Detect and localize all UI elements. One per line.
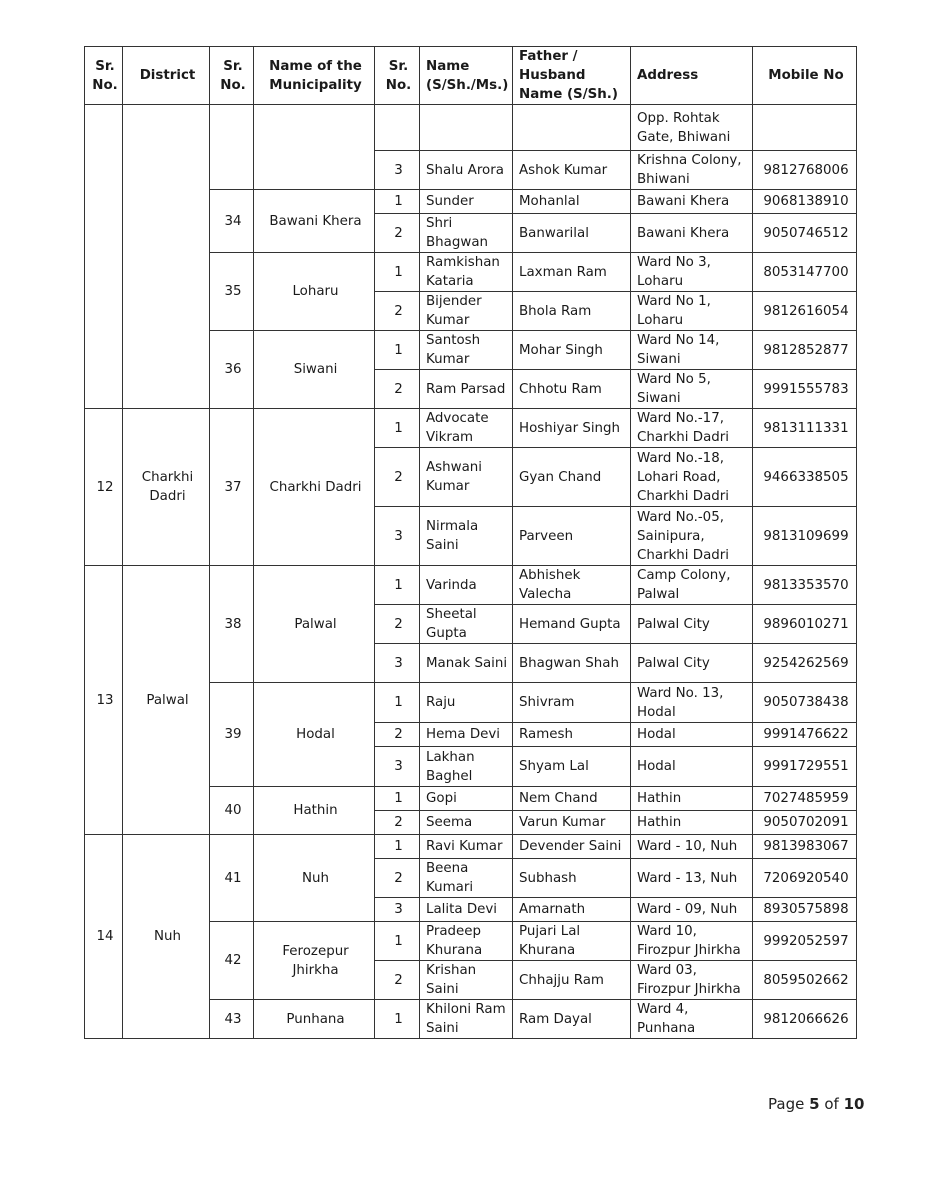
father-husband-name: Amarnath: [513, 898, 631, 922]
member-name: Shalu Arora: [420, 151, 513, 190]
member-name: Pradeep Khurana: [420, 922, 513, 961]
father-husband-name: Devender Saini: [513, 835, 631, 859]
table-row: [85, 835, 857, 859]
nominee-table: [84, 46, 857, 1039]
father-husband-name: Shyam Lal: [513, 747, 631, 787]
member-name: Sheetal Gupta: [420, 605, 513, 644]
municipality-name: Loharu: [254, 253, 375, 331]
mobile-no: 9254262569: [753, 644, 857, 683]
member-sr-no: 3: [375, 151, 420, 190]
member-name: Shri Bhagwan: [420, 214, 513, 253]
father-husband-name: Chhajju Ram: [513, 961, 631, 1000]
mobile-no: 7027485959: [753, 787, 857, 811]
address: Ward No 5, Siwani: [631, 370, 753, 409]
district-sr-no: 14: [85, 835, 123, 1039]
member-name: Raju: [420, 683, 513, 723]
municipality-name: Charkhi Dadri: [254, 409, 375, 566]
member-name: Gopi: [420, 787, 513, 811]
member-sr-no: 2: [375, 214, 420, 253]
mobile-no: 9813109699: [753, 507, 857, 566]
mobile-no: 9068138910: [753, 190, 857, 214]
municipality-sr-no: 38: [210, 566, 254, 683]
municipality-sr-no: [210, 105, 254, 190]
mobile-no: 9991476622: [753, 723, 857, 747]
page-total: 10: [843, 1095, 865, 1113]
municipality-sr-no: 37: [210, 409, 254, 566]
district-sr-no: 12: [85, 409, 123, 566]
table-body: [85, 105, 857, 1039]
district-name: [123, 105, 210, 409]
father-husband-name: Mohar Singh: [513, 331, 631, 370]
member-sr-no: 2: [375, 605, 420, 644]
member-sr-no: 2: [375, 859, 420, 898]
municipality-sr-no: 35: [210, 253, 254, 331]
member-name: Seema: [420, 811, 513, 835]
father-husband-name: Varun Kumar: [513, 811, 631, 835]
mobile-no: 9896010271: [753, 605, 857, 644]
member-name: Lakhan Baghel: [420, 747, 513, 787]
member-sr-no: 1: [375, 409, 420, 448]
municipality-sr-no: 34: [210, 190, 254, 253]
mobile-no: 9050738438: [753, 683, 857, 723]
member-sr-no: [375, 105, 420, 151]
address: Bawani Khera: [631, 190, 753, 214]
municipality-sr-no: 42: [210, 922, 254, 1000]
address: Ward No 14, Siwani: [631, 331, 753, 370]
member-sr-no: 2: [375, 723, 420, 747]
mobile-no: 9812852877: [753, 331, 857, 370]
member-sr-no: 3: [375, 507, 420, 566]
member-name: Manak Saini: [420, 644, 513, 683]
mobile-no: 9991555783: [753, 370, 857, 409]
member-sr-no: 3: [375, 747, 420, 787]
mobile-no: 9813353570: [753, 566, 857, 605]
mobile-no: 9812768006: [753, 151, 857, 190]
address: Ward - 10, Nuh: [631, 835, 753, 859]
father-husband-name: Ram Dayal: [513, 1000, 631, 1039]
mobile-no: 7206920540: [753, 859, 857, 898]
address: Ward No. 13, Hodal: [631, 683, 753, 723]
father-husband-name: Mohanlal: [513, 190, 631, 214]
mobile-no: 9050702091: [753, 811, 857, 835]
member-name: Ravi Kumar: [420, 835, 513, 859]
municipality-name: Bawani Khera: [254, 190, 375, 253]
mobile-no: 8053147700: [753, 253, 857, 292]
municipality-name: Punhana: [254, 1000, 375, 1039]
municipality-name: Nuh: [254, 835, 375, 922]
municipality-sr-no: 40: [210, 787, 254, 835]
municipality-name: Ferozepur Jhirkha: [254, 922, 375, 1000]
col-header-mobile: Mobile No: [753, 47, 857, 105]
member-name: Bijender Kumar: [420, 292, 513, 331]
mobile-no: 9813111331: [753, 409, 857, 448]
district-name: Charkhi Dadri: [123, 409, 210, 566]
address: Ward No 1, Loharu: [631, 292, 753, 331]
address: Hodal: [631, 747, 753, 787]
address: Opp. Rohtak Gate, Bhiwani: [631, 105, 753, 151]
father-husband-name: Chhotu Ram: [513, 370, 631, 409]
member-name: Ram Parsad: [420, 370, 513, 409]
father-husband-name: Gyan Chand: [513, 448, 631, 507]
municipality-sr-no: 41: [210, 835, 254, 922]
district-name: Nuh: [123, 835, 210, 1039]
member-sr-no: 1: [375, 1000, 420, 1039]
col-header-name: Name (S/Sh./Ms.): [420, 47, 513, 105]
address: Ward No 3, Loharu: [631, 253, 753, 292]
father-husband-name: Hoshiyar Singh: [513, 409, 631, 448]
member-name: Ashwani Kumar: [420, 448, 513, 507]
address: Hodal: [631, 723, 753, 747]
municipality-sr-no: 39: [210, 683, 254, 787]
mobile-no: 8930575898: [753, 898, 857, 922]
father-husband-name: Hemand Gupta: [513, 605, 631, 644]
father-husband-name: Laxman Ram: [513, 253, 631, 292]
mobile-no: 9466338505: [753, 448, 857, 507]
member-name: Sunder: [420, 190, 513, 214]
member-sr-no: 1: [375, 331, 420, 370]
member-sr-no: 1: [375, 190, 420, 214]
member-name: Santosh Kumar: [420, 331, 513, 370]
mobile-no: 9991729551: [753, 747, 857, 787]
address: Palwal City: [631, 644, 753, 683]
father-husband-name: Abhishek Valecha: [513, 566, 631, 605]
municipality-name: [254, 105, 375, 190]
municipality-name: Hathin: [254, 787, 375, 835]
address: Bawani Khera: [631, 214, 753, 253]
member-name: [420, 105, 513, 151]
father-husband-name: Pujari Lal Khurana: [513, 922, 631, 961]
member-sr-no: 1: [375, 922, 420, 961]
mobile-no: 9812066626: [753, 1000, 857, 1039]
mobile-no: [753, 105, 857, 151]
father-husband-name: Ashok Kumar: [513, 151, 631, 190]
address: Ward No.-05, Sainipura, Charkhi Dadri: [631, 507, 753, 566]
page-prefix: Page: [768, 1095, 805, 1113]
member-sr-no: 2: [375, 448, 420, 507]
header-row: [85, 47, 857, 105]
address: Hathin: [631, 811, 753, 835]
col-header-sr-no-2: Sr. No.: [210, 47, 254, 105]
address: Krishna Colony, Bhiwani: [631, 151, 753, 190]
municipality-sr-no: 36: [210, 331, 254, 409]
member-name: Nirmala Saini: [420, 507, 513, 566]
page-current: 5: [809, 1095, 820, 1113]
col-header-address: Address: [631, 47, 753, 105]
father-husband-name: Ramesh: [513, 723, 631, 747]
municipality-name: Siwani: [254, 331, 375, 409]
address: Hathin: [631, 787, 753, 811]
father-husband-name: Nem Chand: [513, 787, 631, 811]
member-sr-no: 1: [375, 566, 420, 605]
address: Ward 4, Punhana: [631, 1000, 753, 1039]
table-row: [85, 566, 857, 605]
district-name: Palwal: [123, 566, 210, 835]
member-sr-no: 3: [375, 898, 420, 922]
address: Ward No.-17, Charkhi Dadri: [631, 409, 753, 448]
father-husband-name: Banwarilal: [513, 214, 631, 253]
member-sr-no: 3: [375, 644, 420, 683]
address: Ward - 13, Nuh: [631, 859, 753, 898]
member-sr-no: 2: [375, 961, 420, 1000]
member-sr-no: 1: [375, 787, 420, 811]
table-row: [85, 409, 857, 448]
father-husband-name: Bhagwan Shah: [513, 644, 631, 683]
father-husband-name: Bhola Ram: [513, 292, 631, 331]
mobile-no: 9812616054: [753, 292, 857, 331]
municipality-sr-no: 43: [210, 1000, 254, 1039]
col-header-father: Father / Husband Name (S/Sh.): [513, 47, 631, 105]
address: Ward 10, Firozpur Jhirkha: [631, 922, 753, 961]
father-husband-name: Parveen: [513, 507, 631, 566]
col-header-district: District: [123, 47, 210, 105]
member-name: Lalita Devi: [420, 898, 513, 922]
address: Camp Colony, Palwal: [631, 566, 753, 605]
municipality-name: Palwal: [254, 566, 375, 683]
member-name: Hema Devi: [420, 723, 513, 747]
father-husband-name: Shivram: [513, 683, 631, 723]
member-sr-no: 1: [375, 253, 420, 292]
member-sr-no: 1: [375, 835, 420, 859]
page-number: [768, 1095, 864, 1113]
member-sr-no: 2: [375, 370, 420, 409]
district-sr-no: 13: [85, 566, 123, 835]
member-name: Varinda: [420, 566, 513, 605]
father-husband-name: Subhash: [513, 859, 631, 898]
member-name: Ramkishan Kataria: [420, 253, 513, 292]
district-sr-no: [85, 105, 123, 409]
member-sr-no: 2: [375, 811, 420, 835]
member-sr-no: 2: [375, 292, 420, 331]
address: Ward - 09, Nuh: [631, 898, 753, 922]
address: Ward No.-18, Lohari Road, Charkhi Dadri: [631, 448, 753, 507]
table-row: [85, 105, 857, 151]
member-name: Khiloni Ram Saini: [420, 1000, 513, 1039]
municipality-name: Hodal: [254, 683, 375, 787]
mobile-no: 8059502662: [753, 961, 857, 1000]
mobile-no: 9813983067: [753, 835, 857, 859]
page-of: of: [824, 1095, 839, 1113]
col-header-sr-no: Sr. No.: [85, 47, 123, 105]
member-sr-no: 1: [375, 683, 420, 723]
col-header-municipality: Name of the Municipality: [254, 47, 375, 105]
address: Ward 03, Firozpur Jhirkha: [631, 961, 753, 1000]
member-name: Beena Kumari: [420, 859, 513, 898]
member-name: Krishan Saini: [420, 961, 513, 1000]
father-husband-name: [513, 105, 631, 151]
mobile-no: 9050746512: [753, 214, 857, 253]
member-name: Advocate Vikram: [420, 409, 513, 448]
address: Palwal City: [631, 605, 753, 644]
col-header-sr-no-3: Sr. No.: [375, 47, 420, 105]
mobile-no: 9992052597: [753, 922, 857, 961]
